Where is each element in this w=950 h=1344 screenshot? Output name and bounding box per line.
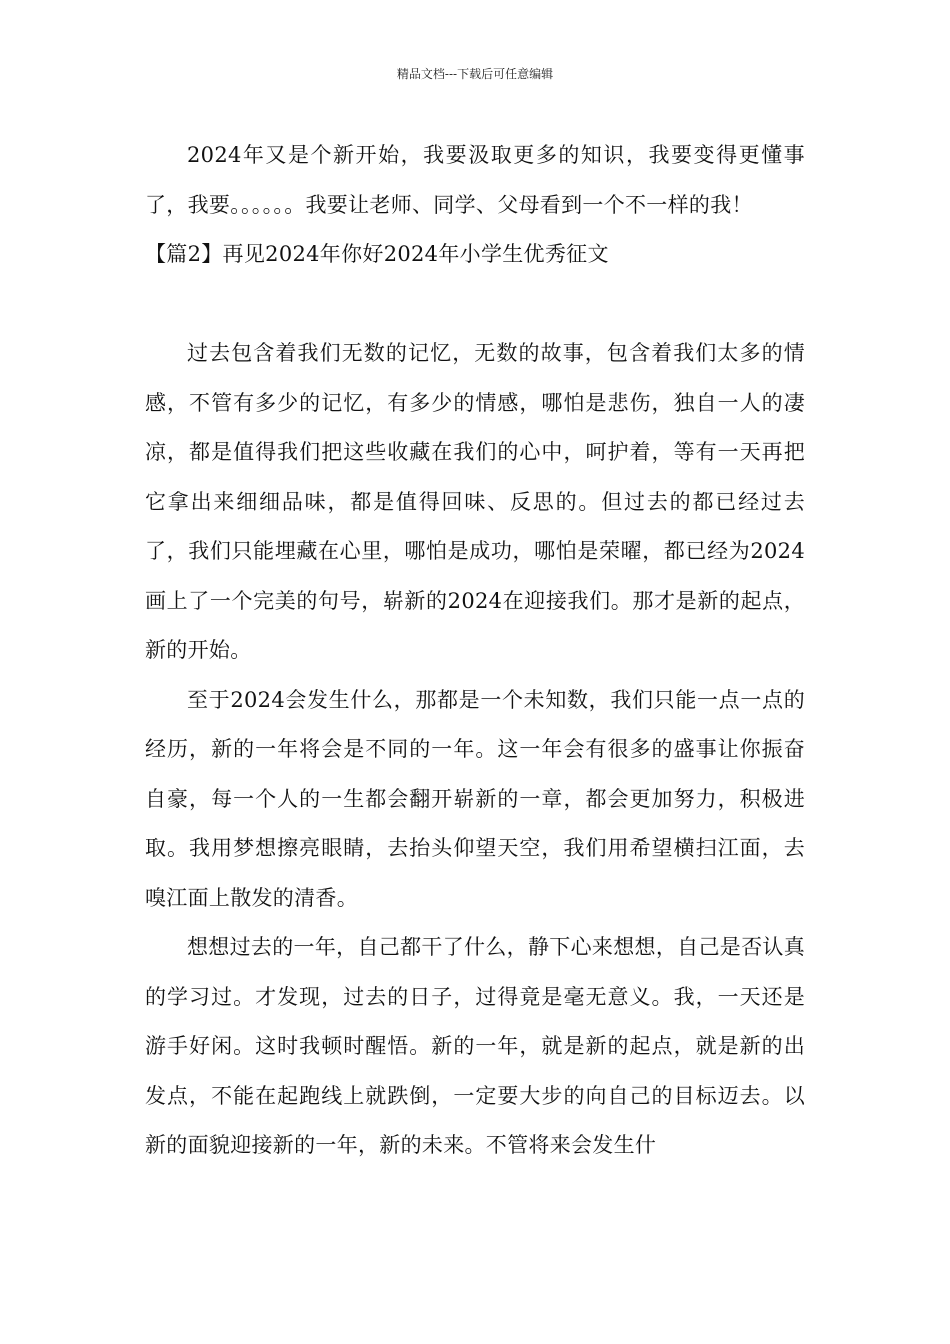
document-body <box>145 131 805 1171</box>
paragraph: 过去包含着我们无数的记忆，无数的故事，包含着我们太多的情感，不管有多少的记忆，有多少的情感，哪怕是悲伤，独自一人的凄凉，都是值得我们把这些收藏在我们的心中，呵护着，等有一天再把它拿出来细细品味，都是值得回味、反思的。但过去的都已经过去了，我们只能埋藏在心里，哪怕是成功，哪怕是荣曜，都已经为2024画上了一个完美的句号，崭新的2024在迎接我们。那才是新的起点，新的开始。 <box>145 341 805 662</box>
section-heading: 【篇2】再见2024年你好2024年小学生优秀征文 <box>145 242 609 266</box>
paragraph: 2024年又是个新开始，我要汲取更多的知识，我要变得更懂事了，我要。。。。。。我要让老师、同学、父母看到一个不一样的我！ <box>145 143 805 217</box>
paragraph: 想想过去的一年，自己都干了什么，静下心来想想，自己是否认真的学习过。才发现，过去的日子，过得竟是毫无意义。我，一天还是游手好闲。这时我顿时醒悟。新的一年，就是新的起点，就是新的出发点，不能在起跑线上就跌倒，一定要大步的向自己的目标迈去。以新的面貌迎接新的一年，新的未来。不管将来会发生什 <box>145 935 805 1157</box>
page-header: 精品文档---下载后可任意编辑 <box>396 67 554 81</box>
paragraph: 至于2024会发生什么，那都是一个未知数，我们只能一点一点的经历，新的一年将会是不同的一年。这一年会有很多的盛事让你振奋自豪，每一个人的一生都会翻开崭新的一章，都会更加努力，积极进取。我用梦想擦亮眼睛，去抬头仰望天空，我们用希望横扫江面，去嗅江面上散发的清香。 <box>145 687 805 910</box>
